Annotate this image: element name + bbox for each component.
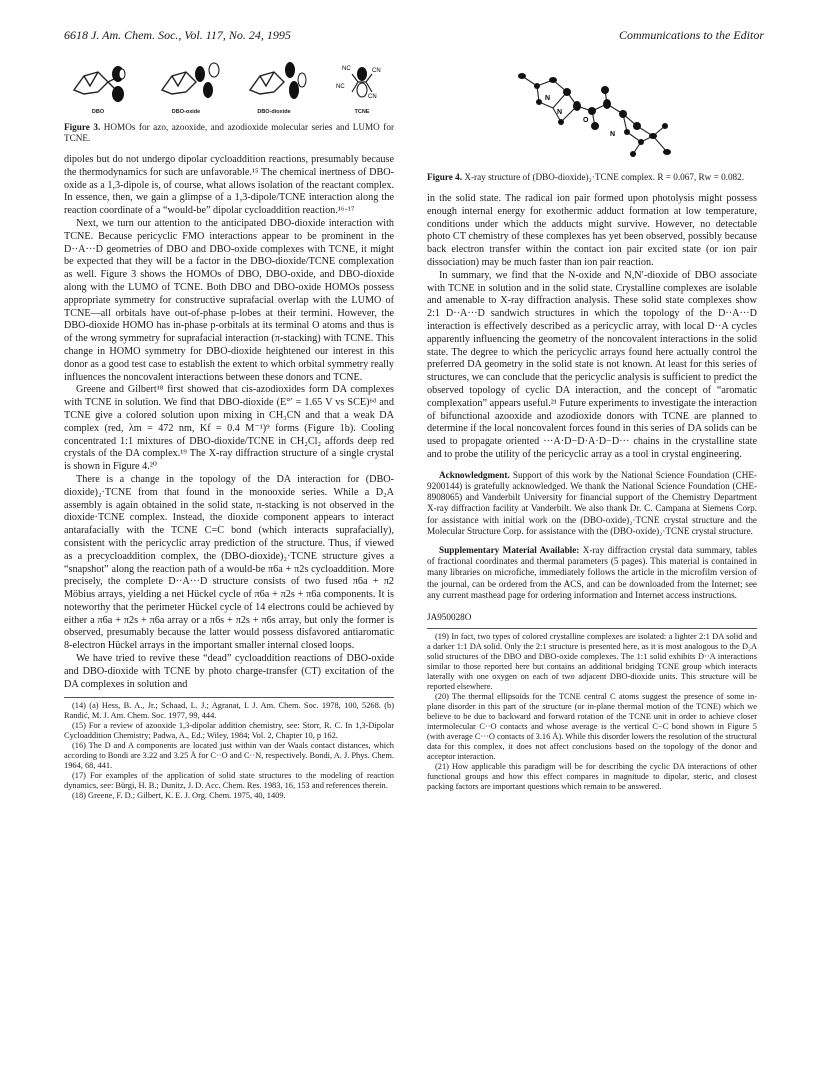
supplementary-text: X-ray diffraction crystal data summary, tables of fractional coordinates and thermal parameters (5 pages). This material is contained in many libraries on microfiche, immediately follows the article in the microfilm version of the journal, can be ordered from the ACS, and can be downloaded from the Internet; see any current masthead page for ordering information and Internet access instructions.: [427, 544, 757, 600]
acknowledgment: [427, 470, 757, 537]
dbo-dioxide-structure-image: [244, 60, 310, 106]
figure-3-caption-label: Figure 3.: [64, 122, 101, 132]
figure-4-caption: [427, 172, 757, 183]
figure-4-caption-label: Figure 4.: [427, 172, 463, 182]
supplementary-heading: Supplementary Material Available:: [439, 544, 580, 555]
acknowledgment-heading: Acknowledgment.: [439, 469, 510, 480]
xray-atom-label: N: [610, 131, 616, 138]
figure-4-caption-text: X-ray structure of (DBO-dioxide)₂·TCNE complex. R = 0.067, Rw = 0.082.: [462, 172, 745, 182]
footnote: (21) How applicable this paradigm will be for describing the cyclic DA interactions of other functional groups and how this effect compares in magnitude to dipolar, steric, and closest packing factors are important questions which remain to be answered.: [427, 761, 757, 791]
tcne-structure-image: [332, 60, 394, 106]
footnotes-right: [427, 628, 757, 792]
acknowledgment-text: Support of this work by the National Science Foundation (CHE-9200144) is gratefully acknowledged. We thank the National Science Foundation (CHE-8908065) and Vanderbilt University for financial support of the Chemistry Department X-ray diffraction facility at Vanderbilt. We also thank Dr. C. Campana at Siemens Corp. for assistance with initial work on the (DBO-oxide)₂·TCNE crystal structure and the Molecular Structure Corp. for assistance with the (DBO-oxide)₂·TCNE crystal structure.: [427, 469, 757, 536]
figure-3-label-dbo-dioxide: DBO-dioxide: [257, 109, 291, 115]
left-column: [64, 56, 394, 801]
dbo-oxide-structure-image: [156, 60, 222, 104]
body-paragraph: dipoles but do not undergo dipolar cycloaddition reactions, presumably because the thermodynamics for such are unfavorable.¹⁵ The chemical inertness of DBO-oxide as a 1,3-dipole is, of course, what allows isolation of the reactant complex. In essence, then, we gain a glimpse of a 1,3-dipole/TCNE interaction along the reaction coordinate of a “would-be” dipolar cycloaddition reaction.¹⁶·¹⁷: [64, 154, 394, 217]
figure-3-label-tcne: TCNE: [354, 109, 370, 115]
footnote: (18) Greene, F. D.; Gilbert, K. E. J. Org. Chem. 1975, 40, 1409.: [72, 791, 286, 801]
xray-structure-image: [427, 56, 757, 164]
right-column: [427, 56, 757, 792]
xray-atom-label: O: [583, 117, 589, 124]
body-paragraph: In summary, we find that the N-oxide and N,N′-dioxide of DBO associate with TCNE in solution and in the solid state. Crystalline complexes are isolable and amenable to X-ray diffraction analysis. These solid state complexes show 2:1 D··A···D sandwich structures in which the topology of the D··A···D interaction is effectively described as a pericyclic array, with local D··A cycles apparently influencing the geometry of the noncovalent interactions in the solid state. The degree to which the pericyclic arrays found here actually control the preferred DA geometry in the solid state is not known. At least for this series of structures, we can conclude that the pericyclic analysis is sufficient to predict the observed topology of cyclic DA interaction, and the concept of “aromatic complexation” appears useful.²¹ Future experiments to investigate the interaction of bifunctional azooxide and azodioxide donors with TCNE are planned to determine if the local noncovalent forces found in this series of DA solids can be used to propagate oriented ···A·D−D·A·D−D··· chains in the crystalline state and to probe the utility of the pericyclic array as a tool in crystal engineering.: [427, 269, 757, 460]
figure-4: [427, 56, 757, 164]
tcne-label-cn-1: CN: [372, 68, 381, 74]
xray-atom-label: N: [545, 95, 551, 102]
tcne-label-nc-1: NC: [342, 66, 351, 72]
tcne-label-cn-2: CN: [368, 94, 377, 100]
footnote: (17) For examples of the application of solid state structures to the modeling of reaction dynamics, see: Bürgi, H. B.; Dunitz, J. D. Acc. Chem. Res. 1983, 16, 153 and references therein.: [64, 771, 394, 791]
figure-3-caption-text: HOMOs for azo, azooxide, and azodioxide molecular series and LUMO for TCNE.: [64, 122, 394, 143]
body-paragraph: Next, we turn our attention to the anticipated DBO-dioxide interaction with TCNE. Because pericyclic FMO interactions appear to be prominent in the D··A···D geometries of DBO and DBO-oxide complexes with TCNE, it might be expected that they will be a factor in the DBO-dioxide/TCNE complexation as well. Figure 3 shows the HOMOs of DBO, DBO-oxide, and DBO-dioxide along with the LUMO of TCNE. Both DBO and DBO-oxide HOMOs possess appropriate symmetry for constructive suprafacial overlap with the LUMO of TCNE—all orbitals have out-of-phase p-lobes at their termini. However, the DBO-dioxide HOMO has in-phase p-orbitals at its terminal O atoms and thus is of the wrong symmetry for suprafacial interaction (π-stacking) with TCNE. This change in HOMO symmetry for DBO-dioxide heightened our interest in this donor as a good test case to establish the extent to which orbital symmetry really influences the noncovalent interactions between these donors and TCNE.: [64, 217, 394, 383]
footnote: (14) (a) Hess, B. A., Jr.; Schaad, L. J.; Agranat, I. J. Am. Chem. Soc. 1978, 100, 5268. (b) Randić, M. J. Am. Chem. Soc. 1977, 99, 444.: [64, 701, 394, 721]
dbo-structure-image: [68, 60, 128, 104]
figure-3-caption: [64, 122, 394, 144]
footnotes-left: [64, 697, 394, 801]
tcne-label-nc-2: NC: [336, 84, 345, 90]
figure-3: [64, 56, 394, 122]
footnote: (16) The D and A components are located just within van der Waals contact distances, which according to Bondi are 3.22 and 3.25 Å for C··O and C··N, respectively. Bondi, A. J. Phys. Chem. 1964, 68, 441.: [64, 741, 394, 771]
figure-3-label-dbo-oxide: DBO-oxide: [171, 109, 201, 115]
header-right: Communications to the Editor: [619, 28, 764, 42]
footnote: (20) The thermal ellipsoids for the TCNE central C atoms suggest the presence of some in-plane disorder in this part of the structure (or in-plane thermal motion of the TCNE) which we believe to be due to backward and forward rotation of the TCNE unit in order to achieve closer intermolecular C··O contacts and whose average is the vertical C−C bond shown in Figure 5 (with average C···O contacts of 3.16 Å). While this disorder lowers the resolution of the structural data for this complex, it does not affect conclusions based on the topology of the donor and acceptor interaction.: [427, 691, 757, 761]
body-paragraph: We have tried to revive these “dead” cycloaddition reactions of DBO-oxide and DBO-dioxide with TCNE by photo charge-transfer (CT) excitation of the DA complexes in solution and: [64, 653, 394, 690]
manuscript-code: JA950028O: [427, 611, 472, 622]
footnote: (19) In fact, two types of colored crystalline complexes are isolated: a lighter 2:1 DA solid and a darker 1:1 DA solid. Only the 2:1 structure is presented here, as it is most analogous to the D₂A solid structures of the DBO and DBO-oxide complexes. The 1:1 solid exhibits D··A interactions similar to those reported here but contains an additional bridging TCNE group which interacts laterally with one oxygen on each of two adjacent DBO-dioxide units. This structure will be reported elsewhere.: [427, 631, 757, 691]
running-header: [64, 28, 764, 44]
body-paragraph: in the solid state. The radical ion pair formed upon photolysis might possess enough internal energy for exothermic adduct formation at low temperature, conditions under which the adducts might survive. However, no detectable photo CT chemistry of these complexes has yet been observed, possibly because back electron transfer within the contact ion pair excited state (or ion pair dissociation) may be much faster than ion pair reaction.: [427, 193, 757, 268]
xray-atom-label: N: [557, 109, 563, 116]
footnote: (15) For a review of azooxide 1,3-dipolar addition chemistry, see: Storr, R. C. In 1,3-Dipolar Cycloaddition Chemistry; Padwa, A., Ed.; Wiley, 1984; Vol. 2, Chapter 10, p 162.: [64, 721, 394, 741]
figure-3-label-dbo: DBO: [91, 109, 105, 115]
body-paragraph: Greene and Gilbert¹⁸ first showed that cis-azodioxides form DA complexes with TCNE in solution. We find that DBO-dioxide (E°′ = 1.65 V vs SCE)⁶ᵈ and TCNE give a colored solution upon mixing in CH₃CN and that a weak DA complex (red, λm = 472 nm, Kf = 0.4 M⁻¹)⁹ forms (Figure 1b). Cooling concentrated 1:1 mixtures of DBO-dioxide/TCNE in CH₂Cl₂ affords deep red crystals of the DA complex.¹⁹ The X-ray diffraction structure of a single crystal is shown in Figure 4.²⁰: [64, 384, 394, 473]
body-paragraph: There is a change in the topology of the DA interaction for (DBO-dioxide)₂·TCNE from that found in the monooxide series. While a D₂A assembly is again obtained in the solid state, π-stacking is not observed in the dioxide·TCNE complex. Instead, the dioxide component appears to interact antarafacially with the TCNE C=C bond (which interacts suprafacially), consistent with the pericyclic array prediction of the structure. Thus, if viewed as a precycloaddition complex, the (DBO-dioxide)₂·TCNE structure gives a “snapshot” along the reaction path of a would-be π6a + π2s cycloaddition. More precisely, the complete D··A···D structure consists of two fused π6a + π2 Möbius arrays, yielding a net Hückel cycle of π6a + π2s + π6a components. It is noteworthy that the perimeter Hückel cycle of 14 electrons could be achieved by either a π6a + π2s + π6a array or a π6s + π2s + π6s array, but only the former is observed, presumably because the latter would possess disfavored antiaromatic 8-electron Hückel arrays in the important smaller internal closed loops.: [64, 473, 394, 652]
header-left: 6618 J. Am. Chem. Soc., Vol. 117, No. 24, 1995: [64, 28, 291, 42]
supplementary-material: [427, 545, 757, 601]
